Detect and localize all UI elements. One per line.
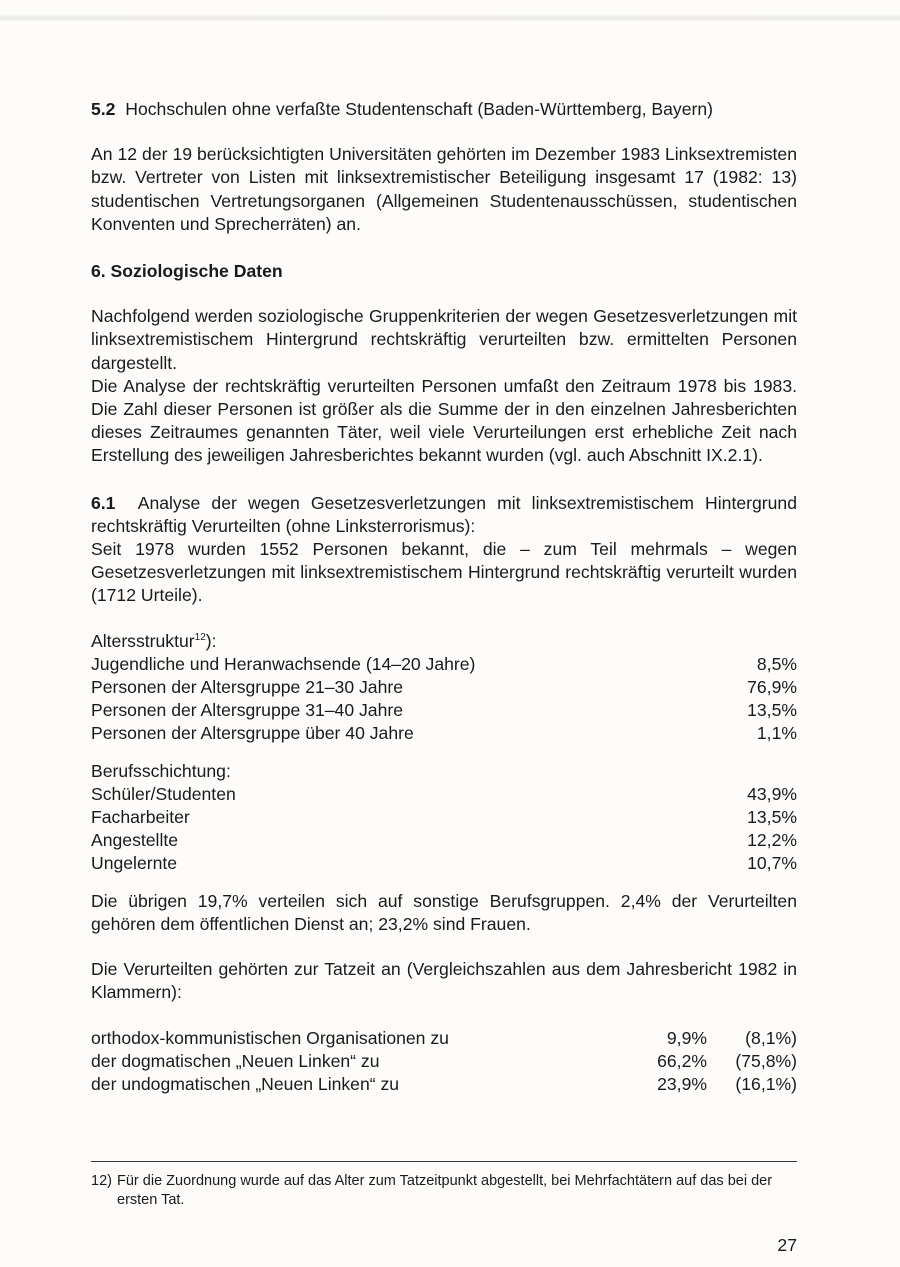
table-row	[91, 1073, 797, 1096]
row-previous-value: (16,1%)	[735, 1073, 797, 1094]
altersstruktur-table	[91, 653, 797, 746]
uebrige-paragraph: Die übrigen 19,7% verteilen sich auf sonstige Berufsgruppen. 2,4% der Verurteilten gehören dem öffentlichen Dienst an; 23,2% sind Frauen.	[91, 890, 797, 934]
table-row	[91, 783, 797, 806]
row-value: 1,1%	[756, 723, 797, 744]
section-5-2-heading	[91, 98, 797, 121]
row-label: Schüler/Studenten	[91, 783, 236, 804]
table-row	[91, 676, 797, 699]
row-value: 10,7%	[747, 853, 797, 874]
section-6-para-1: Nachfolgend werden soziologische Gruppenkriterien der wegen Gesetzesverletzungen mit linksextremistischem Hintergrund rechtskräftig verurteilten bzw. ermittelten Personen dargestellt.	[91, 306, 797, 373]
section-6-para-2: Die Analyse der rechtskräftig verurteilten Personen umfaßt den Zeitraum 1978 bis 1983. Die Zahl dieser Personen ist größer als die Summe der in den einzelnen Jahresberichten dieses Zeitraumes genannten Täter, weil viele Verurteilungen erst erhebliche Zeit nach Erstellung des jeweiligen Jahresberichtes bekannt wurden (vgl. auch Abschnitt IX.2.1).	[91, 375, 797, 466]
footnote-ref: 12	[194, 631, 206, 643]
page-number: 27	[777, 1235, 797, 1255]
row-label: Personen der Altersgruppe 21–30 Jahre	[91, 677, 404, 698]
table-row	[91, 852, 797, 875]
section-6-1-heading	[91, 492, 797, 538]
section-6-1-body: Seit 1978 wurden 1552 Personen bekannt, die – zum Teil mehrmals – wegen Gesetzesverletzungen mit linksextremistischem Hintergrund rechtskräftig verurteilt wurden (1712 Urteile).	[91, 539, 797, 606]
row-value: 23,9%	[657, 1073, 707, 1094]
section-number: 6.1	[91, 492, 116, 513]
section-5-2-body: An 12 der 19 berücksichtigten Universitäten gehörten im Dezember 1983 Linksextremisten bzw. Vertreter von Listen mit linksextremistischer Beteiligung insgesamt 17 (1982: 13) studentischen Vertretungsorganen (Allgemeinen Studentenausschüssen, studentischen Konventen und Sprecherräten) an.	[91, 144, 797, 234]
tatzeit-table	[91, 1027, 797, 1097]
row-label: Personen der Altersgruppe 31–40 Jahre	[91, 700, 404, 721]
table-row	[91, 806, 797, 829]
section-6-heading: 6. Soziologische Daten	[91, 261, 283, 282]
footnote-rule	[91, 1161, 797, 1162]
row-label: der dogmatischen „Neuen Linken“ zu	[91, 1050, 380, 1071]
row-value: 43,9%	[747, 783, 797, 804]
altersstruktur-label: Altersstruktur$^{12}$):	[91, 630, 217, 651]
table-row	[91, 1027, 797, 1050]
row-label: Jugendliche und Heranwachsende (14–20 Jahre)	[91, 653, 476, 674]
table-row	[91, 699, 797, 722]
berufsschichtung-table	[91, 783, 797, 876]
row-value: 12,2%	[747, 830, 797, 851]
footnote	[91, 1172, 797, 1210]
section-title: Analyse der wegen Gesetzesverletzungen mit linksextremistischem Hintergrund rechtskräftig Verurteilten (ohne Linksterrorismus):	[91, 492, 797, 536]
berufsschichtung-label: Berufsschichtung:	[91, 760, 231, 781]
row-value: 13,5%	[747, 807, 797, 828]
footnote-text: Für die Zuordnung wurde auf das Alter zum Tatzeitpunkt abgestellt, bei Mehrfachtätern auf das bei der ersten Tat.	[117, 1173, 773, 1208]
table-row	[91, 722, 797, 745]
table-row	[91, 1050, 797, 1073]
row-value: 13,5%	[747, 700, 797, 721]
row-label: der undogmatischen „Neuen Linken“ zu	[91, 1073, 400, 1094]
row-label: Ungelernte	[91, 853, 178, 874]
section-number: 5.2	[91, 99, 116, 119]
row-label: Angestellte	[91, 830, 179, 851]
scan-edge	[0, 14, 900, 22]
row-label: orthodox-kommunistischen Organisationen zu	[91, 1027, 449, 1048]
row-value: 76,9%	[747, 677, 797, 698]
table-row	[91, 829, 797, 852]
row-value: 66,2%	[657, 1050, 707, 1071]
table-row	[91, 653, 797, 676]
row-previous-value: (75,8%)	[735, 1050, 797, 1071]
row-label: Facharbeiter	[91, 807, 190, 828]
page-body	[91, 98, 797, 1096]
row-previous-value: (8,1%)	[745, 1027, 797, 1048]
row-value: 8,5%	[756, 653, 797, 674]
row-label: Personen der Altersgruppe über 40 Jahre	[91, 723, 414, 744]
footnote-mark: 12)	[91, 1173, 112, 1189]
tatzeit-intro: Die Verurteilten gehörten zur Tatzeit an (Vergleichszahlen aus dem Jahresbericht 1982 in Klammern):	[91, 959, 797, 1003]
section-title: Hochschulen ohne verfaßte Studentenschaft (Baden-Württemberg, Bayern)	[125, 99, 713, 119]
row-value: 9,9%	[666, 1027, 707, 1048]
